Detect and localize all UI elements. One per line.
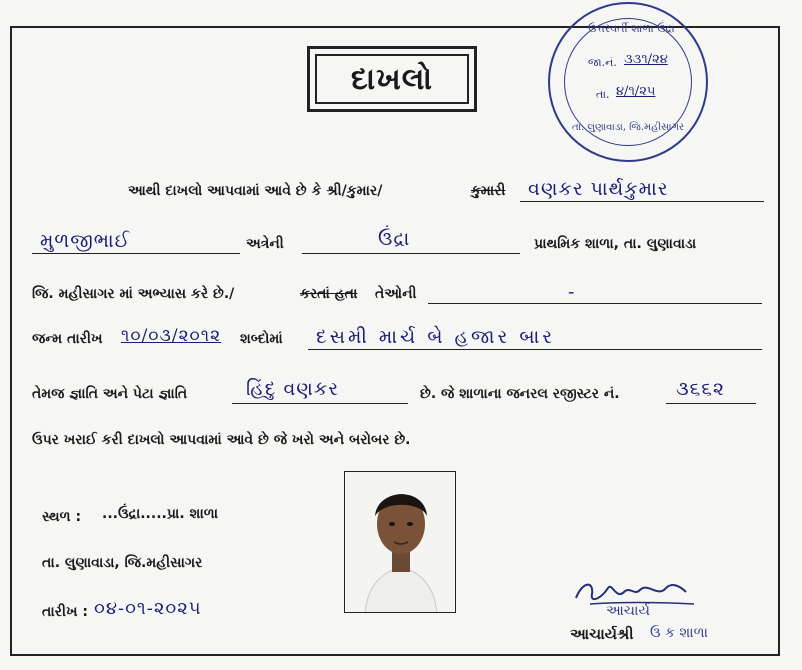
birth-date: ૧૦/૦૩/૨૦૧૨ (121, 326, 222, 346)
student-name: વણકર પાર્થકુમાર (528, 178, 669, 200)
line1-prefix: આથી દાખલો આપવામાં આવે છે કે શ્રી/કુમાર/ (128, 183, 383, 199)
stamp-date-label: તા. (596, 88, 610, 101)
register-number: ૩૬૬૨ (676, 378, 726, 400)
stamp-date-value: ૪/૧/૨૫ (616, 84, 656, 99)
stamp-no-value: ૩૩૧/૨૪ (624, 52, 668, 67)
line2-mid: અત્રેની (246, 236, 284, 252)
line4-mid: શબ્દોમાં (240, 331, 283, 347)
issue-date: ૦૪-૦૧-૨૦૨૫ (94, 598, 202, 619)
principal-stamp-text: ઉ ક શાળા (650, 625, 708, 641)
student-photo (344, 471, 456, 613)
stamp-arc-top: ઉત્તરવર્તી શાળા ઉંદ્રા (588, 22, 675, 35)
line2-rule-a (32, 253, 240, 254)
principal-title: આચાર્યશ્રી (570, 625, 634, 643)
line2-suffix: પ્રાથમિક શાળા, તા. લુણાવાડા (534, 236, 697, 252)
line3-struck: કરતાં હતા (300, 286, 358, 302)
caste: હિંદુ વણકર (246, 378, 340, 400)
line3-rule (428, 303, 762, 304)
line3-prefix: જિ. મહીસાગર માં અભ્યાસ કરે છે./ (32, 286, 235, 302)
line4-prefix: જન્મ તારીખ (32, 331, 103, 347)
line1-rule (520, 201, 764, 202)
line6-text: ઉપર ખરાઈ કરી દાખલો આપવામાં આવે છે જે ખરો અને બરોબર છે. (32, 432, 411, 448)
title-box (307, 46, 477, 112)
place-label: સ્થળ : (42, 509, 82, 525)
line3-value: - (568, 281, 576, 303)
taluka-district: તા. લુણાવાડા, જિ.મહીસાગર (42, 555, 203, 571)
certificate-title: દાખલો (315, 54, 469, 104)
line5-mid: છે. જે શાળાના જનરલ રજીસ્ટર નં. (420, 386, 620, 402)
stamp-no-label: જા.નં. (588, 56, 617, 69)
line5-regno-rule (666, 403, 756, 404)
line5-rule (232, 403, 408, 404)
sign-designation: આચાર્ય (606, 603, 650, 619)
line4-rule (308, 349, 762, 350)
school-stamp (548, 2, 708, 162)
stamp-arc-bottom: તા. લુણાવાડા, જિ.મહીસાગર (572, 122, 685, 133)
date-label: તારીખ : (42, 604, 88, 620)
line3-suffix: તેઓની (375, 286, 417, 302)
line5-prefix: તેમજ જ્ઞાતિ અને પેટા જ્ઞાતિ (32, 386, 188, 402)
school-name: ઉંદ્રા (378, 228, 411, 250)
student-photo-image (345, 472, 456, 613)
line2-rule-b (302, 253, 520, 254)
place-value: ...ઉંદ્રા.....પ્રા. શાળા (102, 506, 219, 522)
line1-struck: કુમારી (471, 183, 506, 199)
father-name: મુળજીભાઈ (40, 230, 131, 252)
birth-date-words: દસમી માર્ચ બે હજાર બાર (316, 326, 556, 348)
